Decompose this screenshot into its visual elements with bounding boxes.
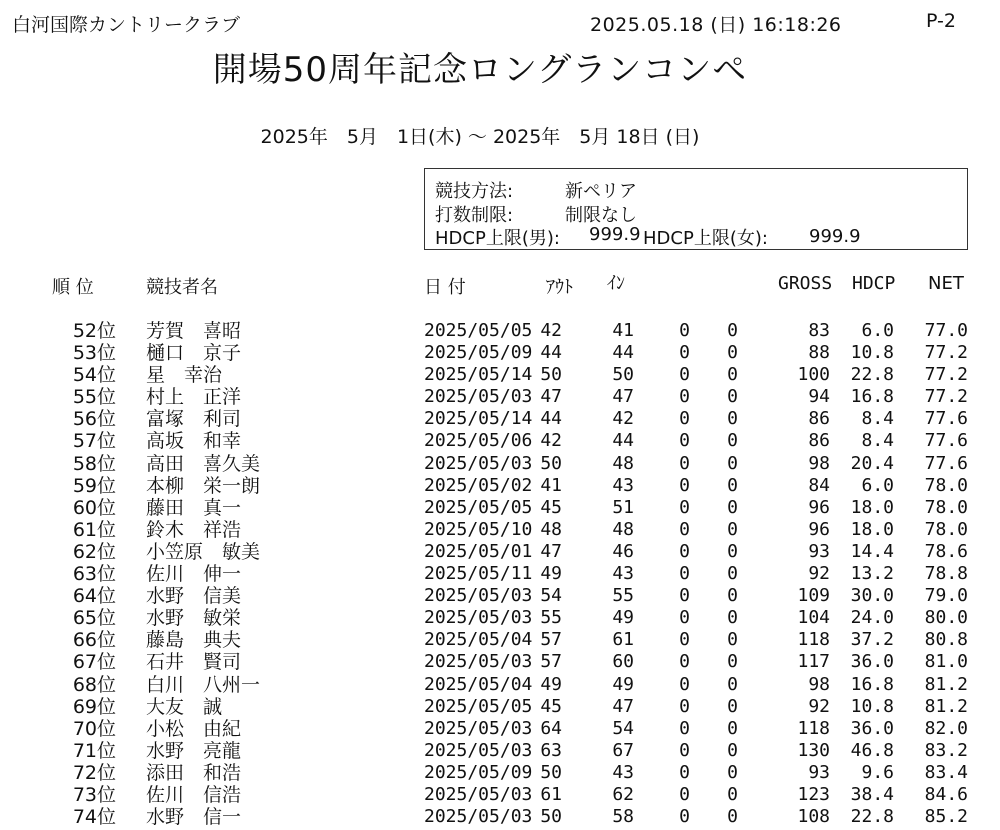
- out-score-cell: 42: [540, 320, 562, 341]
- date-cell: 2025/05/03: [424, 585, 533, 607]
- out-score-cell: 44: [540, 342, 562, 364]
- name-cell: 藤田 真一: [146, 496, 242, 519]
- zero-cell-2: 0: [727, 540, 738, 562]
- zero-cell-2: 0: [727, 761, 738, 783]
- date-cell: 2025/05/14: [424, 408, 533, 430]
- table-row: [0, 342, 1000, 364]
- in-score-cell: 60: [612, 651, 634, 673]
- name-cell: 白川 八州一: [146, 673, 261, 696]
- in-score-cell: 47: [612, 386, 634, 408]
- hdcp-cell: 16.8: [850, 386, 894, 408]
- zero-cell-2: 0: [727, 452, 738, 474]
- gross-cell: 83: [808, 320, 830, 341]
- hdcp-cell: 10.8: [850, 695, 894, 717]
- zero-cell-2: 0: [727, 364, 738, 386]
- in-score-cell: 41: [612, 320, 634, 341]
- hdcp-cell: 22.8: [850, 364, 894, 386]
- table-row: [0, 740, 1000, 762]
- hdcp-cell: 6.0: [861, 474, 894, 496]
- rank-cell: 58位: [72, 452, 116, 475]
- gross-cell: 94: [808, 386, 830, 408]
- zero-cell-2: 0: [727, 386, 738, 408]
- zero-cell-1: 0: [679, 342, 690, 364]
- hdcp-cell: 10.8: [850, 342, 894, 364]
- zero-cell-2: 0: [727, 651, 738, 673]
- zero-cell-2: 0: [727, 518, 738, 540]
- date-cell: 2025/05/03: [424, 783, 533, 805]
- name-cell: 水野 信一: [146, 806, 242, 829]
- zero-cell-2: 0: [727, 342, 738, 364]
- gross-cell: 92: [808, 695, 830, 717]
- date-cell: 2025/05/01: [424, 540, 533, 562]
- club-name: 白河国際カントリークラブ: [12, 14, 241, 36]
- results-table: [0, 320, 1000, 828]
- net-cell: 78.0: [924, 518, 968, 540]
- hdcp-cell: 13.2: [850, 563, 894, 585]
- name-cell: 水野 亮龍: [146, 739, 242, 762]
- in-score-cell: 50: [612, 364, 634, 386]
- rules-box: [424, 168, 968, 250]
- date-cell: 2025/05/04: [424, 673, 533, 695]
- rank-cell: 69位: [72, 695, 116, 718]
- zero-cell-2: 0: [727, 783, 738, 805]
- name-cell: 村上 正洋: [146, 386, 242, 409]
- zero-cell-2: 0: [727, 430, 738, 452]
- table-row: [0, 806, 1000, 828]
- date-cell: 2025/05/03: [424, 607, 533, 629]
- gross-cell: 86: [808, 430, 830, 452]
- method-value: 新ペリア: [565, 181, 637, 202]
- header-in: [598, 273, 634, 295]
- rank-cell: 55位: [72, 386, 116, 409]
- gross-cell: 117: [797, 651, 830, 673]
- net-cell: 77.6: [924, 430, 968, 452]
- hdcp-female-label: HDCP上限(女):: [643, 228, 768, 249]
- hdcp-cell: 24.0: [850, 607, 894, 629]
- name-cell: 小笠原 敏美: [146, 540, 261, 563]
- zero-cell-1: 0: [679, 320, 690, 341]
- name-cell: 添田 和浩: [146, 761, 242, 784]
- gross-cell: 92: [808, 563, 830, 585]
- page-number: P-2: [926, 10, 956, 32]
- name-cell: 石井 賢司: [146, 651, 242, 674]
- name-cell: 佐川 伸一: [146, 563, 242, 586]
- header-date: 日 付: [424, 277, 466, 298]
- zero-cell-1: 0: [679, 540, 690, 562]
- gross-cell: 98: [808, 673, 830, 695]
- rank-cell: 73位: [72, 783, 116, 806]
- net-cell: 78.0: [924, 496, 968, 518]
- net-cell: 77.2: [924, 364, 968, 386]
- zero-cell-1: 0: [679, 629, 690, 651]
- gross-cell: 118: [797, 717, 830, 739]
- zero-cell-1: 0: [679, 452, 690, 474]
- date-cell: 2025/05/05: [424, 320, 533, 341]
- in-score-cell: 51: [612, 496, 634, 518]
- date-cell: 2025/05/02: [424, 474, 533, 496]
- zero-cell-1: 0: [679, 607, 690, 629]
- net-cell: 77.2: [924, 386, 968, 408]
- name-cell: 星 幸治: [146, 364, 223, 387]
- in-score-cell: 62: [612, 783, 634, 805]
- in-score-cell: 49: [612, 607, 634, 629]
- zero-cell-1: 0: [679, 585, 690, 607]
- in-score-cell: 44: [612, 342, 634, 364]
- in-score-cell: 61: [612, 629, 634, 651]
- out-score-cell: 50: [540, 761, 562, 783]
- net-cell: 78.6: [924, 540, 968, 562]
- in-score-cell: 49: [612, 673, 634, 695]
- zero-cell-1: 0: [679, 739, 690, 761]
- table-row: [0, 674, 1000, 696]
- zero-cell-1: 0: [679, 474, 690, 496]
- rank-cell: 57位: [72, 430, 116, 453]
- net-cell: 77.0: [924, 320, 968, 341]
- hdcp-cell: 8.4: [861, 408, 894, 430]
- in-score-cell: 44: [612, 430, 634, 452]
- net-cell: 84.6: [924, 783, 968, 805]
- rank-cell: 67位: [72, 651, 116, 674]
- hdcp-cell: 6.0: [861, 320, 894, 341]
- name-cell: 高田 喜久美: [146, 452, 261, 475]
- gross-cell: 86: [808, 408, 830, 430]
- gross-cell: 130: [797, 739, 830, 761]
- hdcp-cell: 8.4: [861, 430, 894, 452]
- rank-cell: 63位: [72, 563, 116, 586]
- hdcp-cell: 46.8: [850, 739, 894, 761]
- limit-label: 打数制限:: [435, 205, 514, 226]
- zero-cell-1: 0: [679, 496, 690, 518]
- out-score-cell: 50: [540, 806, 562, 828]
- out-score-cell: 44: [540, 408, 562, 430]
- name-cell: 佐川 信浩: [146, 783, 242, 806]
- header-rank: 順 位: [52, 277, 94, 298]
- date-cell: 2025/05/10: [424, 518, 533, 540]
- table-row: [0, 784, 1000, 806]
- table-row: [0, 718, 1000, 740]
- zero-cell-2: 0: [727, 629, 738, 651]
- gross-cell: 98: [808, 452, 830, 474]
- date-cell: 2025/05/04: [424, 629, 533, 651]
- table-row: [0, 386, 1000, 408]
- net-cell: 77.6: [924, 452, 968, 474]
- rank-cell: 53位: [72, 342, 116, 365]
- date-cell: 2025/05/14: [424, 364, 533, 386]
- table-row: [0, 497, 1000, 519]
- out-score-cell: 47: [540, 540, 562, 562]
- out-score-cell: 47: [540, 386, 562, 408]
- table-row: [0, 408, 1000, 430]
- hdcp-cell: 22.8: [850, 806, 894, 828]
- out-score-cell: 61: [540, 783, 562, 805]
- zero-cell-2: 0: [727, 673, 738, 695]
- competition-title: 開場50周年記念ロングランコンペ: [212, 50, 748, 90]
- table-row: [0, 762, 1000, 784]
- rank-cell: 72位: [72, 761, 116, 784]
- zero-cell-2: 0: [727, 496, 738, 518]
- zero-cell-1: 0: [679, 717, 690, 739]
- date-cell: 2025/05/03: [424, 717, 533, 739]
- hdcp-cell: 30.0: [850, 585, 894, 607]
- zero-cell-1: 0: [679, 651, 690, 673]
- header-net: NET: [928, 273, 964, 294]
- zero-cell-1: 0: [679, 364, 690, 386]
- zero-cell-1: 0: [679, 783, 690, 805]
- table-row: [0, 607, 1000, 629]
- rank-cell: 64位: [72, 585, 116, 608]
- out-score-cell: 54: [540, 585, 562, 607]
- date-cell: 2025/05/11: [424, 563, 533, 585]
- name-cell: 樋口 京子: [146, 342, 242, 365]
- table-row: [0, 475, 1000, 497]
- out-score-cell: 49: [540, 563, 562, 585]
- in-score-cell: 67: [612, 739, 634, 761]
- name-cell: 水野 敏栄: [146, 607, 242, 630]
- out-score-cell: 45: [540, 695, 562, 717]
- zero-cell-2: 0: [727, 739, 738, 761]
- competition-period: 2025年 5月 1日(木) 〜 2025年 5月 18日 (日): [260, 126, 700, 148]
- net-cell: 81.2: [924, 673, 968, 695]
- name-cell: 富塚 利司: [146, 408, 242, 431]
- net-cell: 80.0: [924, 607, 968, 629]
- gross-cell: 118: [797, 629, 830, 651]
- zero-cell-2: 0: [727, 717, 738, 739]
- in-score-cell: 46: [612, 540, 634, 562]
- gross-cell: 109: [797, 585, 830, 607]
- table-row: [0, 519, 1000, 541]
- zero-cell-1: 0: [679, 518, 690, 540]
- date-cell: 2025/05/06: [424, 430, 533, 452]
- zero-cell-2: 0: [727, 806, 738, 828]
- rank-cell: 56位: [72, 408, 116, 431]
- name-cell: 鈴木 祥浩: [146, 518, 242, 541]
- gross-cell: 123: [797, 783, 830, 805]
- rank-cell: 70位: [72, 717, 116, 740]
- header-out: ｱｳﾄ: [546, 277, 573, 298]
- in-score-cell: 48: [612, 518, 634, 540]
- zero-cell-1: 0: [679, 806, 690, 828]
- zero-cell-1: 0: [679, 430, 690, 452]
- zero-cell-2: 0: [727, 585, 738, 607]
- date-cell: 2025/05/03: [424, 651, 533, 673]
- net-cell: 77.6: [924, 408, 968, 430]
- zero-cell-1: 0: [679, 761, 690, 783]
- table-row: [0, 585, 1000, 607]
- hdcp-cell: 9.6: [861, 761, 894, 783]
- zero-cell-2: 0: [727, 695, 738, 717]
- table-row: [0, 453, 1000, 475]
- zero-cell-2: 0: [727, 474, 738, 496]
- in-score-cell: 54: [612, 717, 634, 739]
- zero-cell-2: 0: [727, 607, 738, 629]
- date-cell: 2025/05/03: [424, 386, 533, 408]
- rank-cell: 68位: [72, 673, 116, 696]
- rank-cell: 62位: [72, 540, 116, 563]
- hdcp-cell: 20.4: [850, 452, 894, 474]
- net-cell: 78.8: [924, 563, 968, 585]
- hdcp-cell: 36.0: [850, 717, 894, 739]
- date-cell: 2025/05/03: [424, 806, 533, 828]
- zero-cell-2: 0: [727, 320, 738, 341]
- rank-cell: 54位: [72, 364, 116, 387]
- out-score-cell: 49: [540, 673, 562, 695]
- name-cell: 高坂 和幸: [146, 430, 242, 453]
- gross-cell: 88: [808, 342, 830, 364]
- date-cell: 2025/05/09: [424, 761, 533, 783]
- table-row: [0, 563, 1000, 585]
- header-hdcp: HDCP: [852, 273, 896, 294]
- out-score-cell: 63: [540, 739, 562, 761]
- rank-cell: 61位: [72, 518, 116, 541]
- net-cell: 81.2: [924, 695, 968, 717]
- gross-cell: 100: [797, 364, 830, 386]
- header-name: 競技者名: [146, 277, 218, 298]
- name-cell: 藤島 典夫: [146, 629, 242, 652]
- hdcp-cell: 36.0: [850, 651, 894, 673]
- out-score-cell: 45: [540, 496, 562, 518]
- gross-cell: 93: [808, 540, 830, 562]
- out-score-cell: 57: [540, 651, 562, 673]
- date-cell: 2025/05/05: [424, 695, 533, 717]
- date-cell: 2025/05/03: [424, 739, 533, 761]
- gross-cell: 108: [797, 806, 830, 828]
- in-score-cell: 58: [612, 806, 634, 828]
- rank-cell: 59位: [72, 474, 116, 497]
- table-row: [0, 541, 1000, 563]
- rank-cell: 71位: [72, 739, 116, 762]
- hdcp-male-value: 999.9: [589, 224, 641, 245]
- gross-cell: 93: [808, 761, 830, 783]
- in-score-cell: 43: [612, 761, 634, 783]
- name-cell: 大友 誠: [146, 695, 223, 718]
- rank-cell: 60位: [72, 496, 116, 519]
- rank-cell: 65位: [72, 607, 116, 630]
- hdcp-cell: 38.4: [850, 783, 894, 805]
- out-score-cell: 57: [540, 629, 562, 651]
- out-score-cell: 50: [540, 452, 562, 474]
- out-score-cell: 55: [540, 607, 562, 629]
- print-timestamp: 2025.05.18 (日) 16:18:26: [590, 14, 842, 36]
- out-score-cell: 50: [540, 364, 562, 386]
- net-cell: 79.0: [924, 585, 968, 607]
- name-cell: 本柳 栄一朗: [146, 474, 261, 497]
- out-score-cell: 64: [540, 717, 562, 739]
- hdcp-female-value: 999.9: [809, 226, 861, 247]
- net-cell: 77.2: [924, 342, 968, 364]
- name-cell: 芳賀 喜昭: [146, 320, 242, 342]
- table-row: [0, 364, 1000, 386]
- zero-cell-1: 0: [679, 695, 690, 717]
- in-score-cell: 48: [612, 452, 634, 474]
- net-cell: 80.8: [924, 629, 968, 651]
- name-cell: 小松 由紀: [146, 717, 242, 740]
- gross-cell: 84: [808, 474, 830, 496]
- rank-cell: 52位: [72, 320, 116, 342]
- method-label: 競技方法:: [435, 181, 514, 202]
- rank-cell: 66位: [72, 629, 116, 652]
- net-cell: 85.2: [924, 806, 968, 828]
- net-cell: 83.4: [924, 761, 968, 783]
- net-cell: 78.0: [924, 474, 968, 496]
- zero-cell-1: 0: [679, 673, 690, 695]
- net-cell: 81.0: [924, 651, 968, 673]
- date-cell: 2025/05/03: [424, 452, 533, 474]
- out-score-cell: 41: [540, 474, 562, 496]
- zero-cell-2: 0: [727, 563, 738, 585]
- hdcp-cell: 37.2: [850, 629, 894, 651]
- limit-value: 制限なし: [565, 205, 637, 226]
- name-cell: 水野 信美: [146, 585, 242, 608]
- zero-cell-1: 0: [679, 386, 690, 408]
- date-cell: 2025/05/05: [424, 496, 533, 518]
- in-score-cell: 43: [612, 563, 634, 585]
- table-row: [0, 320, 1000, 342]
- header-gross: GROSS: [778, 273, 833, 294]
- table-row: [0, 430, 1000, 452]
- hdcp-cell: 18.0: [850, 496, 894, 518]
- net-cell: 83.2: [924, 739, 968, 761]
- net-cell: 82.0: [924, 717, 968, 739]
- zero-cell-1: 0: [679, 408, 690, 430]
- in-score-cell: 55: [612, 585, 634, 607]
- in-score-cell: 47: [612, 695, 634, 717]
- hdcp-cell: 16.8: [850, 673, 894, 695]
- table-row: [0, 629, 1000, 651]
- gross-cell: 96: [808, 518, 830, 540]
- header-in-line1: ｲﾝ: [607, 273, 625, 294]
- in-score-cell: 43: [612, 474, 634, 496]
- table-row: [0, 651, 1000, 673]
- hdcp-cell: 18.0: [850, 518, 894, 540]
- date-cell: 2025/05/09: [424, 342, 533, 364]
- out-score-cell: 48: [540, 518, 562, 540]
- in-score-cell: 42: [612, 408, 634, 430]
- gross-cell: 96: [808, 496, 830, 518]
- hdcp-cell: 14.4: [850, 540, 894, 562]
- rank-cell: 74位: [72, 806, 116, 829]
- zero-cell-1: 0: [679, 563, 690, 585]
- hdcp-male-label: HDCP上限(男):: [435, 228, 560, 249]
- table-row: [0, 696, 1000, 718]
- zero-cell-2: 0: [727, 408, 738, 430]
- out-score-cell: 42: [540, 430, 562, 452]
- gross-cell: 104: [797, 607, 830, 629]
